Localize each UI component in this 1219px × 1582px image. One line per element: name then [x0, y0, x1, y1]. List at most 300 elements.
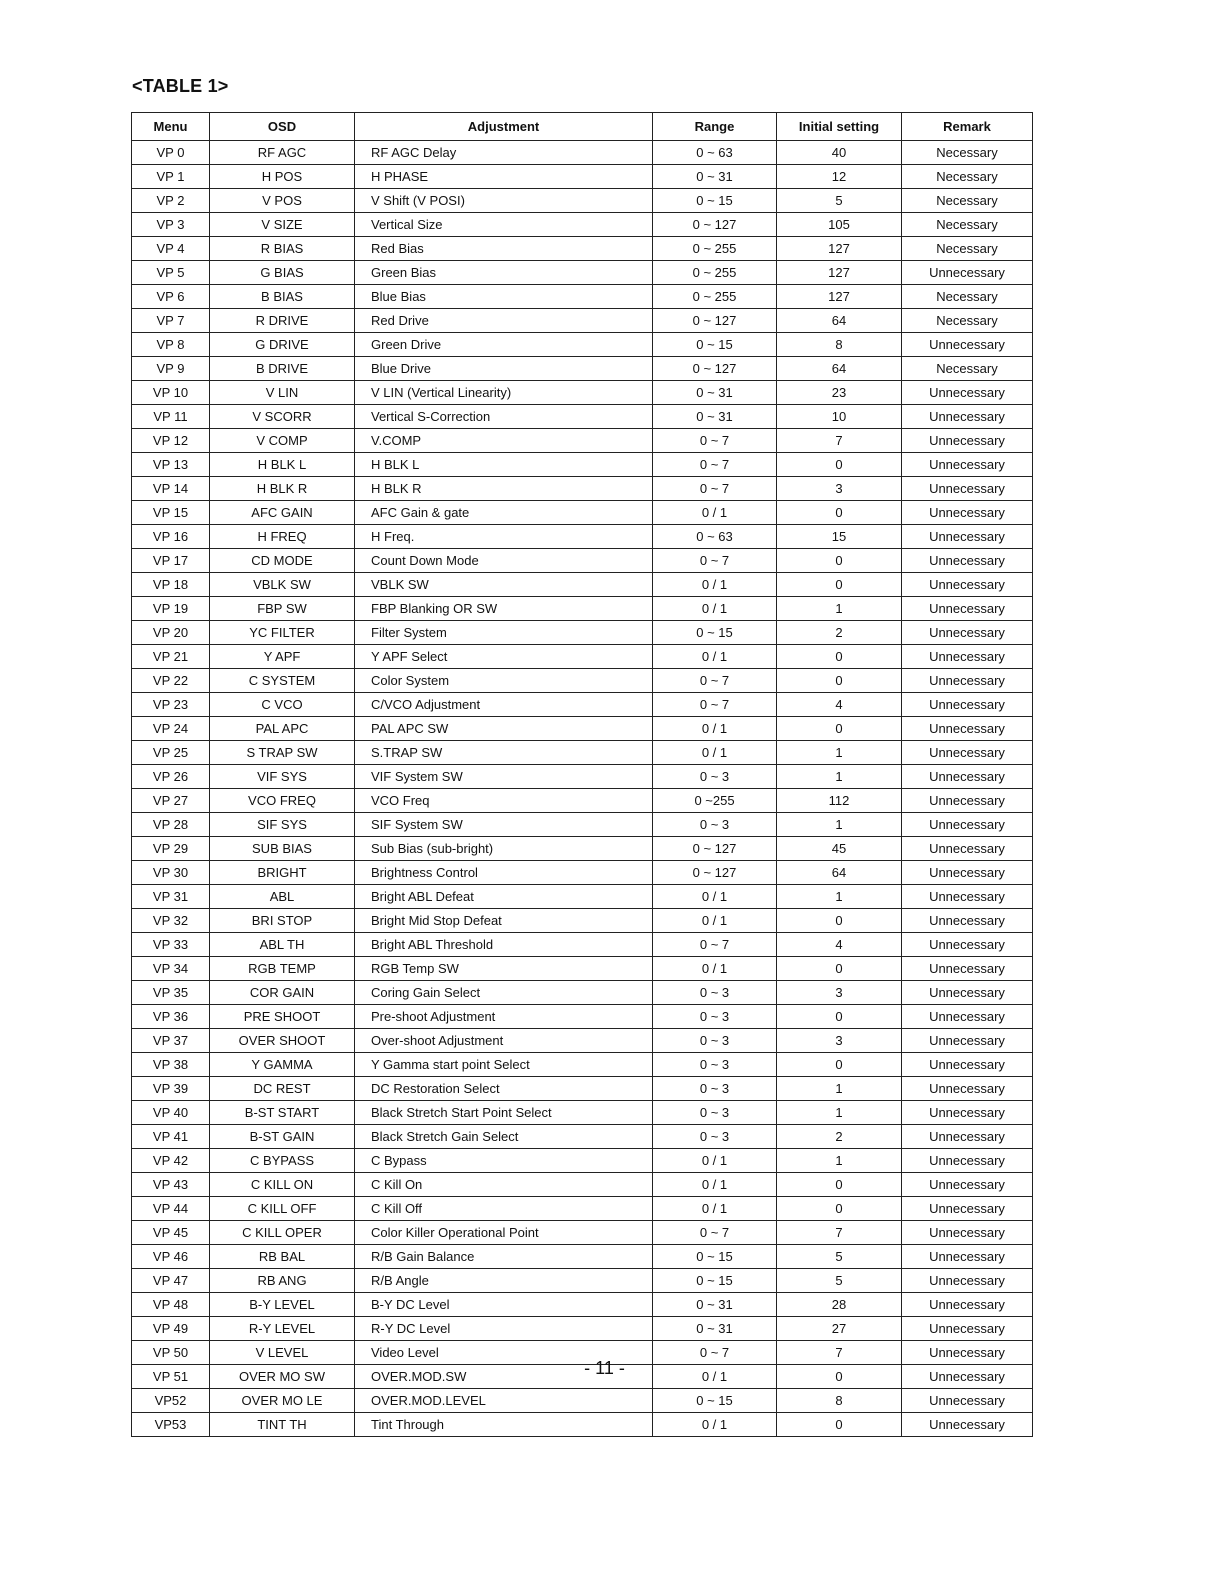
- cell-remark: Unnecessary: [902, 1053, 1033, 1077]
- table-row: [132, 141, 1033, 165]
- cell-initial-setting: 23: [777, 381, 902, 405]
- table-body: [132, 141, 1033, 1437]
- cell-range: 0 ~ 31: [653, 1317, 777, 1341]
- cell-remark: Unnecessary: [902, 1077, 1033, 1101]
- cell-adjustment: Filter System: [355, 621, 653, 645]
- cell-adjustment: PAL APC SW: [355, 717, 653, 741]
- cell-initial-setting: 2: [777, 621, 902, 645]
- cell-adjustment: H Freq.: [355, 525, 653, 549]
- cell-osd: H FREQ: [210, 525, 355, 549]
- cell-initial-setting: 105: [777, 213, 902, 237]
- cell-remark: Unnecessary: [902, 477, 1033, 501]
- cell-range: 0 / 1: [653, 597, 777, 621]
- cell-menu: VP 9: [132, 357, 210, 381]
- cell-osd: B-ST START: [210, 1101, 355, 1125]
- cell-adjustment: VIF System SW: [355, 765, 653, 789]
- cell-remark: Unnecessary: [902, 453, 1033, 477]
- cell-osd: C BYPASS: [210, 1149, 355, 1173]
- cell-initial-setting: 12: [777, 165, 902, 189]
- cell-initial-setting: 8: [777, 1389, 902, 1413]
- cell-adjustment: RF AGC Delay: [355, 141, 653, 165]
- cell-osd: B DRIVE: [210, 357, 355, 381]
- cell-osd: OVER SHOOT: [210, 1029, 355, 1053]
- page-number: - 11 -: [584, 1358, 625, 1378]
- cell-range: 0 ~ 3: [653, 765, 777, 789]
- table-row: [132, 1053, 1033, 1077]
- cell-range: 0 ~ 7: [653, 477, 777, 501]
- cell-osd: RF AGC: [210, 141, 355, 165]
- table-row: [132, 213, 1033, 237]
- cell-osd: R BIAS: [210, 237, 355, 261]
- cell-menu: VP 43: [132, 1173, 210, 1197]
- cell-range: 0 ~ 3: [653, 813, 777, 837]
- table-row: [132, 621, 1033, 645]
- cell-adjustment: Red Bias: [355, 237, 653, 261]
- cell-adjustment: RGB Temp SW: [355, 957, 653, 981]
- cell-remark: Unnecessary: [902, 1317, 1033, 1341]
- cell-adjustment: VCO Freq: [355, 789, 653, 813]
- cell-osd: R DRIVE: [210, 309, 355, 333]
- cell-initial-setting: 0: [777, 573, 902, 597]
- table-row: [132, 981, 1033, 1005]
- cell-menu: VP 41: [132, 1125, 210, 1149]
- cell-remark: Unnecessary: [902, 1149, 1033, 1173]
- cell-menu: VP 12: [132, 429, 210, 453]
- cell-adjustment: C Kill Off: [355, 1197, 653, 1221]
- cell-initial-setting: 64: [777, 357, 902, 381]
- cell-osd: H BLK R: [210, 477, 355, 501]
- cell-menu: VP 14: [132, 477, 210, 501]
- table-row: [132, 597, 1033, 621]
- cell-remark: Unnecessary: [902, 789, 1033, 813]
- table-row: [132, 525, 1033, 549]
- table-row: [132, 885, 1033, 909]
- cell-remark: Unnecessary: [902, 909, 1033, 933]
- table-row: [132, 1149, 1033, 1173]
- cell-osd: DC REST: [210, 1077, 355, 1101]
- cell-menu: VP 37: [132, 1029, 210, 1053]
- cell-menu: VP 27: [132, 789, 210, 813]
- cell-remark: Unnecessary: [902, 621, 1033, 645]
- cell-osd: AFC GAIN: [210, 501, 355, 525]
- cell-osd: PRE SHOOT: [210, 1005, 355, 1029]
- cell-osd: H POS: [210, 165, 355, 189]
- cell-remark: Unnecessary: [902, 933, 1033, 957]
- cell-remark: Unnecessary: [902, 1029, 1033, 1053]
- cell-adjustment: C/VCO Adjustment: [355, 693, 653, 717]
- table-row: [132, 309, 1033, 333]
- cell-osd: FBP SW: [210, 597, 355, 621]
- cell-adjustment: FBP Blanking OR SW: [355, 597, 653, 621]
- cell-osd: B-ST GAIN: [210, 1125, 355, 1149]
- cell-osd: CD MODE: [210, 549, 355, 573]
- cell-menu: VP 4: [132, 237, 210, 261]
- table-row: [132, 429, 1033, 453]
- cell-menu: VP 15: [132, 501, 210, 525]
- cell-osd: R-Y LEVEL: [210, 1317, 355, 1341]
- cell-range: 0 ~ 3: [653, 1053, 777, 1077]
- cell-initial-setting: 7: [777, 429, 902, 453]
- cell-remark: Unnecessary: [902, 261, 1033, 285]
- cell-adjustment: SIF System SW: [355, 813, 653, 837]
- cell-initial-setting: 127: [777, 285, 902, 309]
- table-row: [132, 1173, 1033, 1197]
- cell-osd: RB BAL: [210, 1245, 355, 1269]
- cell-osd: G BIAS: [210, 261, 355, 285]
- cell-range: 0 / 1: [653, 885, 777, 909]
- cell-adjustment: H BLK R: [355, 477, 653, 501]
- cell-initial-setting: 1: [777, 813, 902, 837]
- table-row: [132, 645, 1033, 669]
- cell-osd: COR GAIN: [210, 981, 355, 1005]
- cell-initial-setting: 2: [777, 1125, 902, 1149]
- cell-adjustment: V Shift (V POSI): [355, 189, 653, 213]
- cell-menu: VP 33: [132, 933, 210, 957]
- cell-osd: SUB BIAS: [210, 837, 355, 861]
- table-row: [132, 717, 1033, 741]
- cell-adjustment: Tint Through: [355, 1413, 653, 1437]
- table-row: [132, 165, 1033, 189]
- cell-menu: VP 13: [132, 453, 210, 477]
- cell-remark: Unnecessary: [902, 717, 1033, 741]
- cell-range: 0 ~ 63: [653, 525, 777, 549]
- cell-menu: VP 39: [132, 1077, 210, 1101]
- cell-osd: V LEVEL: [210, 1341, 355, 1365]
- cell-initial-setting: 1: [777, 741, 902, 765]
- cell-remark: Unnecessary: [902, 669, 1033, 693]
- cell-range: 0 ~ 7: [653, 549, 777, 573]
- cell-remark: Unnecessary: [902, 1173, 1033, 1197]
- cell-osd: V SCORR: [210, 405, 355, 429]
- cell-remark: Unnecessary: [902, 837, 1033, 861]
- table-row: [132, 549, 1033, 573]
- cell-adjustment: H PHASE: [355, 165, 653, 189]
- cell-remark: Unnecessary: [902, 1221, 1033, 1245]
- cell-range: 0 ~255: [653, 789, 777, 813]
- cell-adjustment: V.COMP: [355, 429, 653, 453]
- cell-initial-setting: 4: [777, 933, 902, 957]
- adjustment-table: [131, 112, 1033, 1437]
- cell-range: 0 ~ 7: [653, 1341, 777, 1365]
- cell-osd: C SYSTEM: [210, 669, 355, 693]
- cell-range: 0 / 1: [653, 501, 777, 525]
- cell-menu: VP 23: [132, 693, 210, 717]
- cell-initial-setting: 0: [777, 645, 902, 669]
- table-row: [132, 381, 1033, 405]
- cell-adjustment: Blue Drive: [355, 357, 653, 381]
- cell-menu: VP 42: [132, 1149, 210, 1173]
- table-row: [132, 789, 1033, 813]
- cell-range: 0 / 1: [653, 1365, 777, 1389]
- cell-initial-setting: 1: [777, 597, 902, 621]
- cell-initial-setting: 0: [777, 669, 902, 693]
- cell-menu: VP 49: [132, 1317, 210, 1341]
- cell-initial-setting: 64: [777, 861, 902, 885]
- cell-remark: Necessary: [902, 165, 1033, 189]
- cell-initial-setting: 0: [777, 501, 902, 525]
- cell-initial-setting: 15: [777, 525, 902, 549]
- cell-menu: VP 29: [132, 837, 210, 861]
- cell-menu: VP 2: [132, 189, 210, 213]
- cell-remark: Unnecessary: [902, 1413, 1033, 1437]
- cell-osd: YC FILTER: [210, 621, 355, 645]
- cell-menu: VP 45: [132, 1221, 210, 1245]
- cell-range: 0 ~ 255: [653, 237, 777, 261]
- cell-remark: Unnecessary: [902, 405, 1033, 429]
- table-row: [132, 837, 1033, 861]
- cell-adjustment: VBLK SW: [355, 573, 653, 597]
- cell-remark: Necessary: [902, 237, 1033, 261]
- cell-range: 0 ~ 3: [653, 1029, 777, 1053]
- cell-initial-setting: 0: [777, 957, 902, 981]
- cell-osd: V LIN: [210, 381, 355, 405]
- cell-osd: VCO FREQ: [210, 789, 355, 813]
- cell-adjustment: Color System: [355, 669, 653, 693]
- cell-range: 0 ~ 15: [653, 1245, 777, 1269]
- cell-range: 0 ~ 3: [653, 1125, 777, 1149]
- cell-adjustment: Vertical S-Correction: [355, 405, 653, 429]
- cell-remark: Unnecessary: [902, 765, 1033, 789]
- cell-menu: VP 26: [132, 765, 210, 789]
- cell-osd: B BIAS: [210, 285, 355, 309]
- cell-range: 0 ~ 3: [653, 1005, 777, 1029]
- cell-initial-setting: 0: [777, 909, 902, 933]
- cell-adjustment: OVER.MOD.SW: [355, 1365, 653, 1389]
- header-range: Range: [653, 113, 777, 141]
- table-row: [132, 333, 1033, 357]
- table-row: [132, 1125, 1033, 1149]
- cell-adjustment: AFC Gain & gate: [355, 501, 653, 525]
- cell-osd: BRIGHT: [210, 861, 355, 885]
- cell-adjustment: Black Stretch Gain Select: [355, 1125, 653, 1149]
- header-initial-setting: Initial setting: [777, 113, 902, 141]
- cell-remark: Unnecessary: [902, 501, 1033, 525]
- table-row: [132, 669, 1033, 693]
- cell-remark: Unnecessary: [902, 1125, 1033, 1149]
- table-row: [132, 285, 1033, 309]
- cell-remark: Unnecessary: [902, 861, 1033, 885]
- cell-adjustment: Black Stretch Start Point Select: [355, 1101, 653, 1125]
- cell-remark: Unnecessary: [902, 525, 1033, 549]
- cell-menu: VP 18: [132, 573, 210, 597]
- table-row: [132, 573, 1033, 597]
- cell-remark: Unnecessary: [902, 1389, 1033, 1413]
- table-row: [132, 1005, 1033, 1029]
- table-row: [132, 1389, 1033, 1413]
- cell-remark: Unnecessary: [902, 1293, 1033, 1317]
- cell-initial-setting: 10: [777, 405, 902, 429]
- cell-osd: V SIZE: [210, 213, 355, 237]
- cell-range: 0 / 1: [653, 909, 777, 933]
- cell-osd: PAL APC: [210, 717, 355, 741]
- cell-remark: Unnecessary: [902, 957, 1033, 981]
- cell-menu: VP 32: [132, 909, 210, 933]
- cell-remark: Unnecessary: [902, 333, 1033, 357]
- cell-osd: OVER MO LE: [210, 1389, 355, 1413]
- cell-range: 0 ~ 3: [653, 1101, 777, 1125]
- cell-osd: C KILL ON: [210, 1173, 355, 1197]
- cell-adjustment: Vertical Size: [355, 213, 653, 237]
- cell-initial-setting: 3: [777, 981, 902, 1005]
- cell-osd: Y APF: [210, 645, 355, 669]
- header-osd: OSD: [210, 113, 355, 141]
- cell-menu: VP 44: [132, 1197, 210, 1221]
- cell-menu: VP 21: [132, 645, 210, 669]
- cell-range: 0 / 1: [653, 957, 777, 981]
- cell-osd: G DRIVE: [210, 333, 355, 357]
- table-header-row: [132, 113, 1033, 141]
- cell-osd: RB ANG: [210, 1269, 355, 1293]
- cell-range: 0 ~ 127: [653, 357, 777, 381]
- cell-adjustment: Green Bias: [355, 261, 653, 285]
- cell-range: 0 ~ 255: [653, 261, 777, 285]
- cell-remark: Unnecessary: [902, 885, 1033, 909]
- cell-menu: VP 28: [132, 813, 210, 837]
- header-remark: Remark: [902, 113, 1033, 141]
- cell-adjustment: Green Drive: [355, 333, 653, 357]
- cell-initial-setting: 0: [777, 1413, 902, 1437]
- cell-range: 0 / 1: [653, 1413, 777, 1437]
- cell-menu: VP 40: [132, 1101, 210, 1125]
- cell-osd: S TRAP SW: [210, 741, 355, 765]
- cell-range: 0 / 1: [653, 645, 777, 669]
- table-row: [132, 1029, 1033, 1053]
- cell-adjustment: R/B Gain Balance: [355, 1245, 653, 1269]
- cell-initial-setting: 0: [777, 1053, 902, 1077]
- table-row: [132, 1245, 1033, 1269]
- cell-range: 0 ~ 7: [653, 1221, 777, 1245]
- cell-adjustment: Pre-shoot Adjustment: [355, 1005, 653, 1029]
- cell-menu: VP53: [132, 1413, 210, 1437]
- cell-adjustment: Count Down Mode: [355, 549, 653, 573]
- table-row: [132, 501, 1033, 525]
- cell-adjustment: C Kill On: [355, 1173, 653, 1197]
- cell-menu: VP 10: [132, 381, 210, 405]
- cell-remark: Unnecessary: [902, 645, 1033, 669]
- cell-initial-setting: 0: [777, 1005, 902, 1029]
- cell-menu: VP 0: [132, 141, 210, 165]
- cell-adjustment: C Bypass: [355, 1149, 653, 1173]
- cell-adjustment: V LIN (Vertical Linearity): [355, 381, 653, 405]
- cell-initial-setting: 1: [777, 1101, 902, 1125]
- cell-initial-setting: 28: [777, 1293, 902, 1317]
- table-row: [132, 1269, 1033, 1293]
- cell-adjustment: Sub Bias (sub-bright): [355, 837, 653, 861]
- cell-osd: ABL TH: [210, 933, 355, 957]
- cell-osd: V COMP: [210, 429, 355, 453]
- cell-initial-setting: 5: [777, 1245, 902, 1269]
- cell-range: 0 / 1: [653, 1149, 777, 1173]
- cell-adjustment: Coring Gain Select: [355, 981, 653, 1005]
- cell-remark: Necessary: [902, 189, 1033, 213]
- cell-initial-setting: 0: [777, 549, 902, 573]
- cell-initial-setting: 112: [777, 789, 902, 813]
- cell-initial-setting: 0: [777, 453, 902, 477]
- cell-menu: VP 34: [132, 957, 210, 981]
- cell-remark: Unnecessary: [902, 429, 1033, 453]
- cell-adjustment: H BLK L: [355, 453, 653, 477]
- table-row: [132, 741, 1033, 765]
- cell-osd: VIF SYS: [210, 765, 355, 789]
- cell-adjustment: Bright ABL Threshold: [355, 933, 653, 957]
- cell-adjustment: Color Killer Operational Point: [355, 1221, 653, 1245]
- cell-osd: H BLK L: [210, 453, 355, 477]
- cell-range: 0 / 1: [653, 1173, 777, 1197]
- table-row: [132, 909, 1033, 933]
- cell-initial-setting: 1: [777, 765, 902, 789]
- cell-initial-setting: 3: [777, 477, 902, 501]
- cell-range: 0 ~ 127: [653, 861, 777, 885]
- cell-menu: VP 50: [132, 1341, 210, 1365]
- table-row: [132, 765, 1033, 789]
- cell-remark: Unnecessary: [902, 597, 1033, 621]
- cell-menu: VP 51: [132, 1365, 210, 1389]
- cell-initial-setting: 0: [777, 717, 902, 741]
- cell-menu: VP 11: [132, 405, 210, 429]
- cell-menu: VP 19: [132, 597, 210, 621]
- cell-range: 0 ~ 127: [653, 309, 777, 333]
- cell-initial-setting: 3: [777, 1029, 902, 1053]
- cell-remark: Unnecessary: [902, 741, 1033, 765]
- cell-osd: B-Y LEVEL: [210, 1293, 355, 1317]
- cell-menu: VP 31: [132, 885, 210, 909]
- cell-range: 0 ~ 127: [653, 837, 777, 861]
- cell-adjustment: Brightness Control: [355, 861, 653, 885]
- cell-initial-setting: 0: [777, 1365, 902, 1389]
- cell-osd: VBLK SW: [210, 573, 355, 597]
- table-row: [132, 1197, 1033, 1221]
- cell-menu: VP 7: [132, 309, 210, 333]
- table-title: <TABLE 1>: [132, 76, 229, 96]
- cell-adjustment: S.TRAP SW: [355, 741, 653, 765]
- cell-range: 0 ~ 127: [653, 213, 777, 237]
- cell-menu: VP 47: [132, 1269, 210, 1293]
- cell-menu: VP 35: [132, 981, 210, 1005]
- cell-menu: VP 22: [132, 669, 210, 693]
- cell-remark: Unnecessary: [902, 573, 1033, 597]
- cell-menu: VP 24: [132, 717, 210, 741]
- cell-adjustment: R-Y DC Level: [355, 1317, 653, 1341]
- cell-range: 0 ~ 31: [653, 165, 777, 189]
- cell-osd: V POS: [210, 189, 355, 213]
- cell-menu: VP 20: [132, 621, 210, 645]
- cell-range: 0 ~ 15: [653, 189, 777, 213]
- cell-remark: Unnecessary: [902, 693, 1033, 717]
- table-row: [132, 453, 1033, 477]
- table-row: [132, 933, 1033, 957]
- cell-remark: Necessary: [902, 309, 1033, 333]
- cell-range: 0 ~ 7: [653, 429, 777, 453]
- cell-range: 0 ~ 7: [653, 693, 777, 717]
- table-row: [132, 405, 1033, 429]
- table-row: [132, 357, 1033, 381]
- cell-initial-setting: 7: [777, 1221, 902, 1245]
- cell-remark: Unnecessary: [902, 1269, 1033, 1293]
- table-row: [132, 861, 1033, 885]
- cell-remark: Unnecessary: [902, 1101, 1033, 1125]
- cell-adjustment: Video Level: [355, 1341, 653, 1365]
- cell-initial-setting: 127: [777, 261, 902, 285]
- cell-initial-setting: 5: [777, 1269, 902, 1293]
- cell-initial-setting: 0: [777, 1197, 902, 1221]
- cell-range: 0 ~ 255: [653, 285, 777, 309]
- cell-range: 0 ~ 63: [653, 141, 777, 165]
- cell-initial-setting: 1: [777, 1077, 902, 1101]
- cell-menu: VP 46: [132, 1245, 210, 1269]
- cell-initial-setting: 0: [777, 1173, 902, 1197]
- cell-range: 0 ~ 15: [653, 1389, 777, 1413]
- table-row: [132, 1293, 1033, 1317]
